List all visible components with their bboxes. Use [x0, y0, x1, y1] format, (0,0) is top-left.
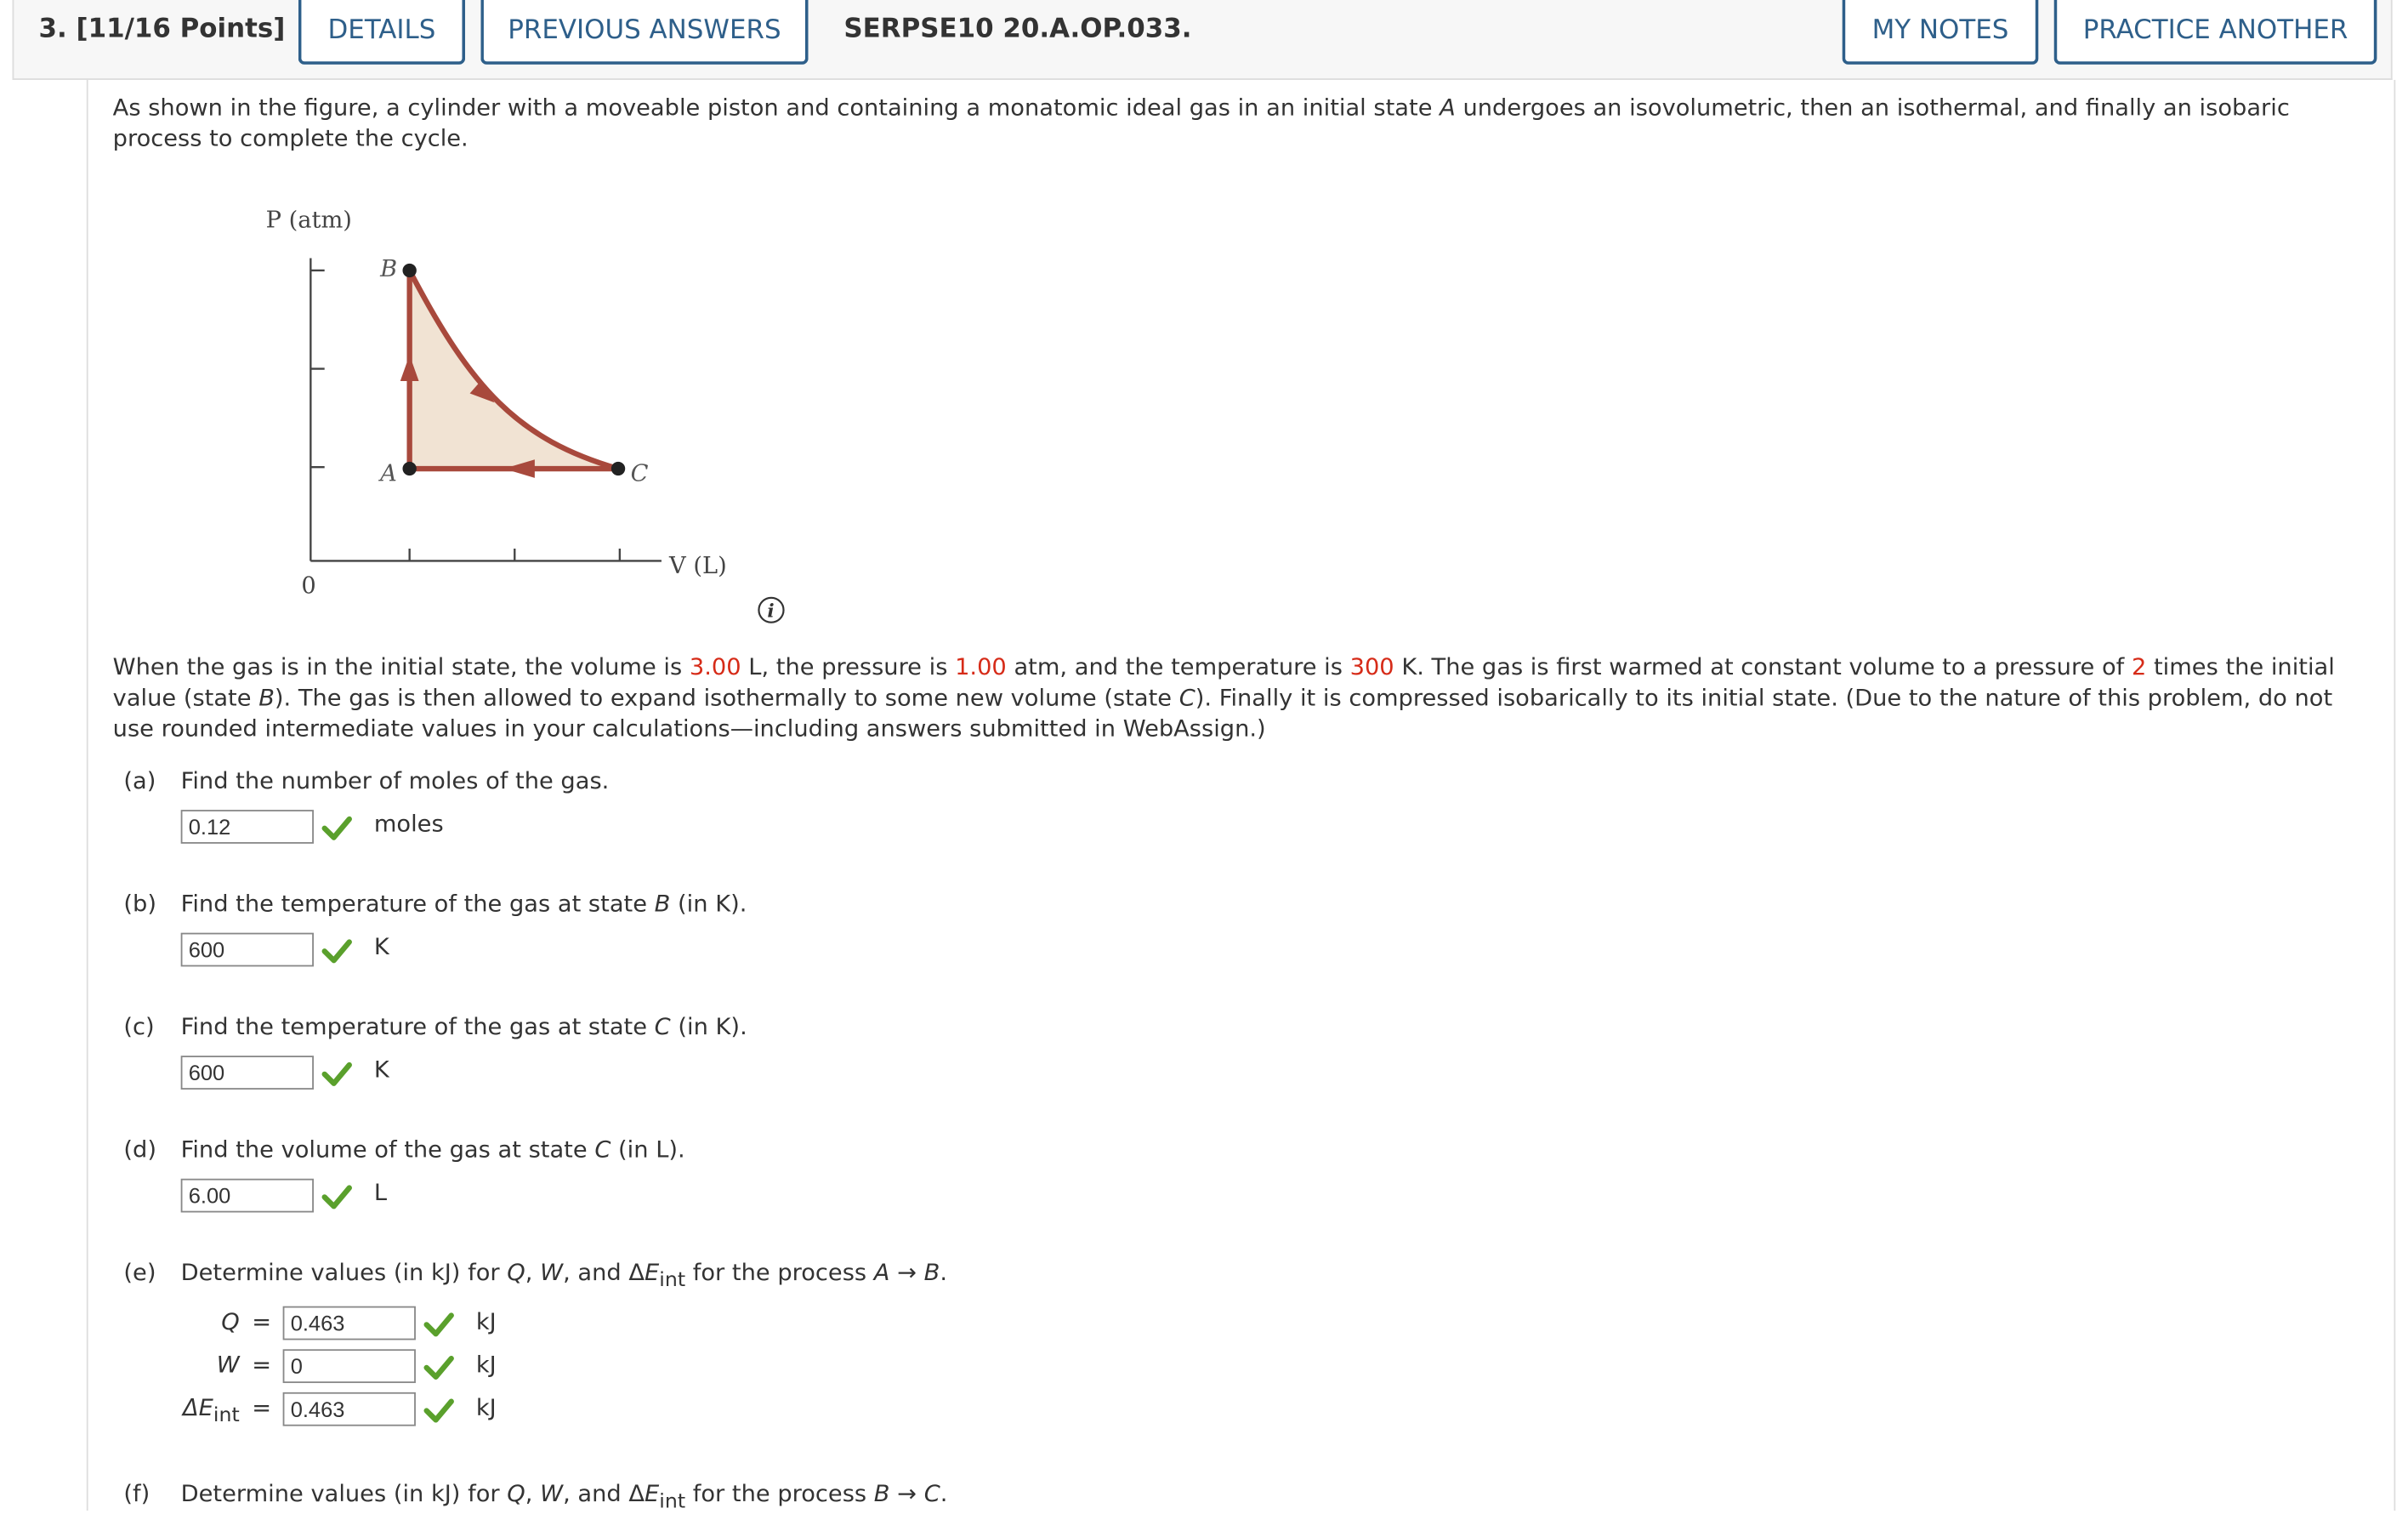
- point-b-label: B: [380, 256, 398, 283]
- y-axis-label: P (atm): [265, 207, 352, 234]
- part-c-question: (c) Find the temperature of the gas at state C (in K).: [123, 1012, 747, 1041]
- part-e-w-unit: kJ: [475, 1351, 497, 1379]
- checkmark-icon: [321, 1061, 352, 1089]
- pv-diagram: [247, 196, 758, 604]
- part-e-eint-answer-input[interactable]: 0.463: [283, 1392, 416, 1426]
- info-icon[interactable]: [758, 596, 786, 624]
- point-b: [402, 264, 416, 277]
- part-b-answer-input[interactable]: 600: [181, 933, 314, 967]
- origin-label: 0: [301, 572, 316, 600]
- checkmark-icon: [423, 1397, 454, 1425]
- part-d-question: (d) Find the volume of the gas at state C (in L).: [123, 1136, 685, 1164]
- practice-another-button[interactable]: PRACTICE ANOTHER: [2054, 0, 2377, 65]
- part-a-unit: moles: [373, 810, 444, 838]
- part-a-answer-input[interactable]: 0.12: [181, 810, 314, 844]
- part-b-unit: K: [373, 932, 389, 961]
- question-id: SERPSE10 20.A.OP.033.: [843, 14, 1192, 45]
- part-d-answer-input[interactable]: 6.00: [181, 1179, 314, 1213]
- part-f-question: (f) Determine values (in kJ) for Q, W, and $\Delta E_{int}$ for the process B → C.: [123, 1479, 948, 1514]
- point-a: [402, 462, 416, 475]
- details-button[interactable]: DETAILS: [298, 0, 465, 65]
- part-e-w-answer-input[interactable]: 0: [283, 1349, 416, 1383]
- checkmark-icon: [423, 1354, 454, 1382]
- part-b-question: (b) Find the temperature of the gas at state B (in K).: [123, 890, 747, 918]
- point-c: [611, 462, 625, 475]
- previous-answers-button[interactable]: PREVIOUS ANSWERS: [480, 0, 808, 65]
- part-e-w-label: W: [216, 1351, 240, 1379]
- part-e-q-label: Q: [221, 1307, 240, 1336]
- cycle-region: [410, 270, 618, 469]
- given-temperature: 300: [1349, 652, 1394, 681]
- given-factor: 2: [2131, 652, 2147, 681]
- equals-sign: =: [252, 1307, 272, 1336]
- part-a-question: (a) Find the number of moles of the gas.: [123, 766, 610, 795]
- checkmark-icon: [321, 1183, 352, 1211]
- part-c-answer-input[interactable]: 600: [181, 1056, 314, 1090]
- equals-sign: =: [252, 1393, 272, 1422]
- intro-text: As shown in the figure, a cylinder with a moveable piston and containing a monatomic ideal gas in an initial state A undergoes an isovolumetric, then an isothermal, and finally an isobaric process to complete the cycle.: [112, 94, 2290, 152]
- part-e-q-unit: kJ: [475, 1307, 497, 1336]
- equals-sign: =: [252, 1351, 272, 1379]
- point-c-label: C: [630, 460, 649, 487]
- given-pressure: 1.00: [955, 652, 1007, 681]
- part-e-q-answer-input[interactable]: 0.463: [283, 1306, 416, 1340]
- given-volume: 3.00: [689, 652, 741, 681]
- checkmark-icon: [423, 1311, 454, 1339]
- part-d-unit: L: [373, 1178, 388, 1207]
- checkmark-icon: [321, 815, 352, 843]
- part-e-eint-label: $\Delta E_{int}$: [183, 1393, 240, 1428]
- point-a-label: A: [380, 460, 397, 487]
- question-number-and-points: 3. [11/16 Points]: [38, 14, 286, 45]
- my-notes-button[interactable]: MY NOTES: [1843, 0, 2039, 65]
- x-axis-label: V (L): [669, 552, 727, 579]
- problem-statement: When the gas is in the initial state, the volume is 3.00 L, the pressure is 1.00 atm, and the temperature is 300 K. The gas is first warmed at constant volume to a pressure of 2 times the initial value (state B). The gas is then allowed to expand isothermally to some new volume (state C). Finally it is compressed isobarically to its initial state. (Due to the nature of this problem, do not use rounded intermediate values in your calculations—including answers submitted in WebAssign.): [112, 652, 2335, 743]
- part-c-unit: K: [373, 1056, 389, 1084]
- checkmark-icon: [321, 937, 352, 965]
- part-e-eint-unit: kJ: [475, 1393, 497, 1422]
- svg-text:i: i: [767, 600, 775, 623]
- part-e-question: (e) Determine values (in kJ) for Q, W, and $\Delta E_{int}$ for the process A → B.: [123, 1258, 948, 1293]
